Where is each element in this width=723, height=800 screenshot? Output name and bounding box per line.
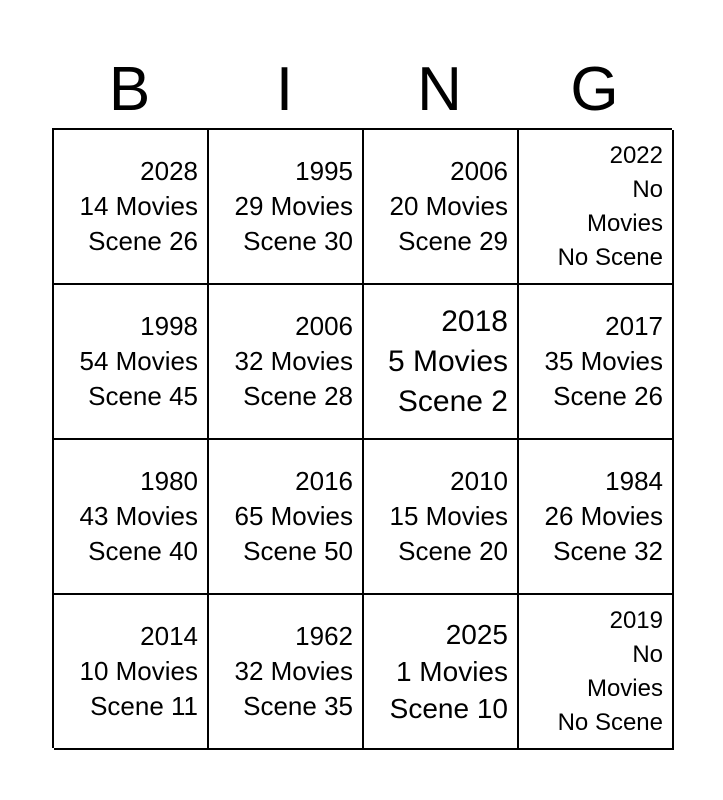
cell-line: 43 Movies — [79, 501, 198, 531]
cell-line: Scene 50 — [243, 536, 353, 566]
cell-line: No Scene — [557, 708, 663, 736]
cell-line: 32 Movies — [234, 656, 353, 686]
header-letter-i: I — [275, 55, 294, 124]
cell-line: 2017 — [605, 311, 663, 341]
cell-line: Scene 45 — [88, 381, 198, 411]
cell-line: 2028 — [140, 156, 198, 186]
cell-line: 2016 — [295, 466, 353, 496]
cell-line: Scene 28 — [243, 381, 353, 411]
bingo-cell[interactable] — [364, 595, 519, 750]
cell-line: No — [632, 175, 663, 203]
bingo-cell[interactable] — [364, 130, 519, 285]
cell-line: 14 Movies — [79, 191, 198, 221]
cell-line: 20 Movies — [389, 191, 508, 221]
bingo-grid — [52, 128, 672, 748]
bingo-cell[interactable] — [519, 440, 674, 595]
cell-line: 65 Movies — [234, 501, 353, 531]
bingo-cell[interactable] — [54, 285, 209, 440]
cell-line: 1995 — [295, 156, 353, 186]
bingo-cell[interactable] — [519, 285, 674, 440]
cell-line: 1 Movies — [395, 656, 508, 687]
cell-line: 2019 — [609, 606, 663, 634]
cell-line: 1998 — [140, 311, 198, 341]
cell-line: Scene 11 — [90, 691, 198, 721]
cell-line: Scene 40 — [88, 536, 198, 566]
cell-line: 35 Movies — [544, 346, 663, 376]
header-letter-n: N — [417, 55, 462, 124]
bingo-cell[interactable] — [54, 130, 209, 285]
header-letter-b: B — [108, 55, 151, 124]
cell-line: Scene 26 — [88, 226, 198, 256]
bingo-cell[interactable] — [54, 440, 209, 595]
cell-line: 54 Movies — [79, 346, 198, 376]
cell-line: Movies — [586, 209, 663, 237]
cell-line: Scene 32 — [553, 536, 663, 566]
cell-line: 2025 — [445, 619, 508, 650]
cell-line: 29 Movies — [234, 191, 353, 221]
bingo-cell-center[interactable] — [364, 285, 519, 440]
cell-line: 1980 — [140, 466, 198, 496]
cell-line: 2018 — [441, 304, 508, 338]
cell-line: 26 Movies — [544, 501, 663, 531]
bingo-cell[interactable] — [209, 285, 364, 440]
bingo-cell[interactable] — [209, 595, 364, 750]
cell-line: 32 Movies — [234, 346, 353, 376]
cell-line: Scene 2 — [397, 384, 508, 418]
bingo-cell[interactable] — [209, 440, 364, 595]
bingo-header — [52, 52, 672, 128]
cell-line: No — [632, 640, 663, 668]
cell-line: Movies — [586, 674, 663, 702]
cell-line: Scene 20 — [398, 536, 508, 566]
bingo-cell[interactable] — [519, 595, 674, 750]
cell-line: 15 Movies — [389, 501, 508, 531]
bingo-cell[interactable] — [209, 130, 364, 285]
cell-line: Scene 10 — [389, 693, 508, 724]
cell-line: 2006 — [295, 311, 353, 341]
cell-line: 2006 — [450, 156, 508, 186]
bingo-cell[interactable] — [519, 130, 674, 285]
bingo-cell[interactable] — [364, 440, 519, 595]
cell-line: 5 Movies — [387, 344, 508, 378]
bingo-cell[interactable] — [54, 595, 209, 750]
cell-line: 2010 — [450, 466, 508, 496]
cell-line: Scene 35 — [243, 691, 353, 721]
cell-line: Scene 29 — [398, 226, 508, 256]
cell-line: Scene 26 — [553, 381, 663, 411]
cell-line: 10 Movies — [79, 656, 198, 686]
cell-line: 1962 — [295, 621, 353, 651]
cell-line: 2014 — [140, 621, 198, 651]
cell-line: 2022 — [609, 141, 663, 169]
cell-line: Scene 30 — [243, 226, 353, 256]
cell-line: No Scene — [557, 243, 663, 271]
header-letter-g: G — [570, 55, 619, 124]
cell-line: 1984 — [605, 466, 663, 496]
